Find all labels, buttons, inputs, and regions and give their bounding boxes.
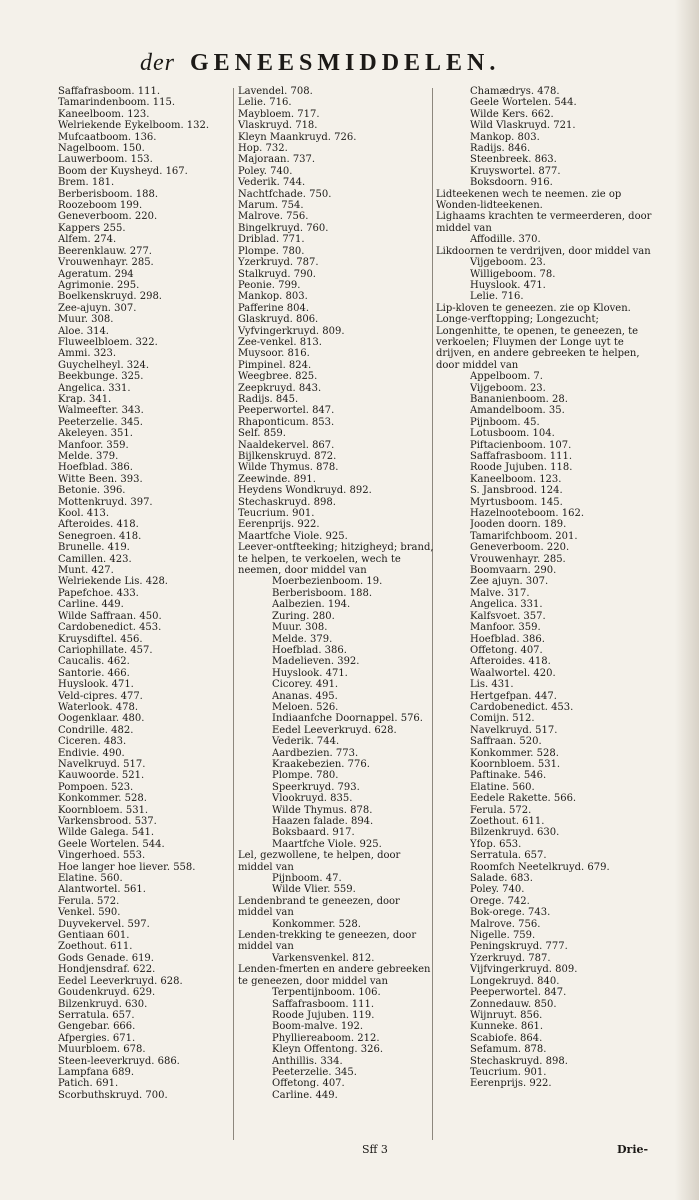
index-entry: Zee-ajuyn. 307. <box>58 302 137 314</box>
index-entry: Welriekende Eykelboom. 132. <box>58 120 210 132</box>
index-subentry: Yfop. 653. <box>470 838 522 850</box>
index-entry: Welriekende Lis. 428. <box>58 576 168 588</box>
index-subentry: Vederik. 744. <box>272 736 340 748</box>
index-subentry: Eedel Leeverkruyd. 628. <box>272 724 397 736</box>
signature-mark: Sff 3 <box>362 1143 388 1156</box>
index-entry: Witte Been. 393. <box>58 473 143 485</box>
index-subentry: Konkommer. 528. <box>470 747 559 759</box>
index-column-2 <box>238 86 436 1101</box>
index-entry: Eedel Leeverkruyd. 628. <box>58 975 183 987</box>
index-subentry: Chamædrys. 478. <box>470 86 560 97</box>
index-entry: Navelkruyd. 517. <box>58 758 146 770</box>
index-entry: Guychelheyl. 324. <box>58 359 150 371</box>
index-subentry: Bok-orege. 743. <box>470 907 551 919</box>
index-subentry: Wijnruyt. 856. <box>470 1009 543 1021</box>
index-entry: Duyvekervel. 597. <box>58 918 150 930</box>
index-subentry: Scabiofe. 864. <box>470 1032 543 1044</box>
index-entry: Poley. 740. <box>238 165 293 177</box>
index-subentry: Lelie. 716. <box>470 291 524 303</box>
index-subentry: Malrove. 756. <box>470 918 541 930</box>
index-subentry: Appelboom. 7. <box>470 371 543 383</box>
index-entry: Lauwerboom. 153. <box>58 154 153 166</box>
index-subentry: Myrtusboom. 145. <box>470 496 563 508</box>
index-heading: Lenden-fmerten en andere gebreeken te geneezen, door middel van <box>238 964 431 987</box>
index-entry: Kool. 413. <box>58 508 110 520</box>
index-subentry: Teucrium. 901. <box>470 1066 547 1078</box>
index-entry: Gods Genade. 619. <box>58 952 154 964</box>
index-entry: Angelica. 331. <box>58 382 131 394</box>
index-entry: Ferula. 572. <box>58 895 120 907</box>
index-entry: Weegbree. 825. <box>238 371 318 383</box>
index-entry: Nagelboom. 150. <box>58 143 145 155</box>
index-subentry: Vijgeboom. 23. <box>470 382 546 394</box>
index-subentry: Terpentijnboom. 106. <box>272 987 381 999</box>
index-subentry: Lis. 431. <box>470 679 514 691</box>
index-subentry: Huyslook. 471. <box>470 279 546 291</box>
index-subentry: Jooden doorn. 189. <box>470 519 567 531</box>
index-entry: Kappers 255. <box>58 222 126 234</box>
index-entry: Bingelkruyd. 760. <box>238 222 329 234</box>
index-subentry: Boomvaarn. 290. <box>470 565 557 577</box>
index-entry: Walmeefter. 343. <box>58 405 144 417</box>
index-entry: Wilde Thymus. 878. <box>238 462 339 474</box>
index-subentry: Stechaskruyd. 898. <box>470 1055 568 1067</box>
index-subentry: Geele Wortelen. 544. <box>470 97 577 109</box>
index-subentry: Piftacienboom. 107. <box>470 439 572 451</box>
page-footer <box>0 1143 699 1173</box>
index-subentry: Nigelle. 759. <box>470 930 536 942</box>
index-subentry: Varkensvenkel. 812. <box>272 952 375 964</box>
index-entry: Betonie. 396. <box>58 485 126 497</box>
index-subentry: Zee ajuyn. 307. <box>470 576 549 588</box>
index-subentry: Salade. 683. <box>470 873 533 885</box>
index-entry: Hoefblad. 386. <box>58 462 133 474</box>
index-subentry: Saffafrasboom. 111. <box>470 451 573 462</box>
index-entry: Ciceren. 483. <box>58 736 127 748</box>
index-entry: Marum. 754. <box>238 200 304 212</box>
index-subentry: Huyslook. 471. <box>272 667 348 679</box>
index-subentry: Lotusboom. 104. <box>470 428 555 440</box>
index-entry: Akeleyen. 351. <box>58 428 133 440</box>
index-subentry: Mankop. 803. <box>470 131 540 143</box>
index-entry: Radijs. 845. <box>238 393 299 405</box>
page-edge <box>675 0 699 1200</box>
index-entry: Self. 859. <box>238 428 286 440</box>
index-entry: Aloe. 314. <box>58 325 109 337</box>
index-entry: Kauwoorde. 521. <box>58 770 145 782</box>
index-subentry: Longekruyd. 840. <box>470 975 560 987</box>
index-entry: Brunelle. 419. <box>58 542 130 554</box>
index-entry: Vrouwenhayr. 285. <box>58 257 154 269</box>
index-entry: Santorie. 466. <box>58 667 130 679</box>
index-entry: Stechaskruyd. 898. <box>238 496 336 508</box>
index-subentry: Wilde Vlier. 559. <box>272 884 356 896</box>
index-subentry: Roomfch Neetelkruyd. 679. <box>470 861 610 873</box>
index-entry: Lampfana 689. <box>58 1066 134 1078</box>
index-entry: Gentiaan 601. <box>58 930 130 942</box>
index-subentry: Zoethout. 611. <box>470 816 545 827</box>
index-heading: Lel, gezwollene, te helpen, door middel van <box>238 850 401 873</box>
index-entry: Oogenklaar. 480. <box>58 713 145 725</box>
index-heading: Likdoornen te verdrijven, door middel van <box>436 245 651 257</box>
index-entry: Scorbuthskruyd. 700. <box>58 1089 168 1101</box>
index-entry: Wilde Galega. 541. <box>58 827 155 839</box>
index-entry: Heydens Wondkruyd. 892. <box>238 485 372 497</box>
index-entry: Geele Wortelen. 544. <box>58 838 165 850</box>
index-subentry: Haazen falade. 894. <box>272 816 374 827</box>
index-subentry: Muur. 308. <box>272 622 328 634</box>
index-entry: Munt. 427. <box>58 565 114 577</box>
index-heading: Leever-ontfteeking; hitzigheyd; brand, te helpen, te verkoelen, wech te neemen, door middel van <box>238 542 434 577</box>
index-entry: Tamarindenboom. 115. <box>58 97 176 109</box>
index-entry: Pimpinel. 824. <box>238 359 312 371</box>
index-entry: Plompe. 780. <box>238 245 305 257</box>
index-heading: Lidteekenen wech te neemen. zie op Wonden-lidteekenen. <box>436 188 622 212</box>
index-subentry: Boksbaard. 917. <box>272 827 355 839</box>
index-entry: Goudenkruyd. 629. <box>58 987 156 999</box>
index-subentry: Speerkruyd. 793. <box>272 781 360 793</box>
index-entry: Mufcaatboom. 136. <box>58 131 157 143</box>
index-subentry: Kruyswortel. 877. <box>470 165 561 177</box>
index-entry: Fluweelbloem. 322. <box>58 336 158 348</box>
index-entry: Peeperwortel. 847. <box>238 405 335 417</box>
index-entry: Vlaskruyd. 718. <box>238 120 318 132</box>
index-entry: Zoethout. 611. <box>58 941 133 953</box>
index-entry: Pompoen. 523. <box>58 781 134 793</box>
index-subentry: Aalbezien. 194. <box>272 599 351 611</box>
index-subentry: Kraakebezien. 776. <box>272 758 370 770</box>
index-heading: Lendenbrand te geneezen, door middel van <box>238 895 400 919</box>
index-subentry: Vijgeboom. 23. <box>470 257 546 269</box>
catchword: Drie- <box>617 1143 649 1156</box>
index-entry: Naaldekervel. 867. <box>238 439 335 451</box>
index-subentry: Eedele Rakette. 566. <box>470 793 577 805</box>
index-entry: Hondjensdraf. 622. <box>58 964 156 976</box>
index-column-1 <box>58 86 244 1101</box>
index-entry: Pafferine 804. <box>238 302 310 314</box>
index-subentry: Orege. 742. <box>470 895 530 907</box>
index-entry: Peonie. 799. <box>238 279 301 291</box>
index-subentry: Kunneke. 861. <box>470 1021 544 1033</box>
index-entry: Cariophillate. 457. <box>58 644 153 656</box>
index-entry: Zeepkruyd. 843. <box>238 382 322 394</box>
index-subentry: Madelieven. 392. <box>272 656 360 668</box>
index-entry: Senegroen. 418. <box>58 530 142 542</box>
index-entry: Muurbloem. 678. <box>58 1044 146 1056</box>
index-subentry: Sefamum. 878. <box>470 1044 547 1056</box>
index-entry: Patich. 691. <box>58 1078 119 1090</box>
index-subentry: Indiaanfche Doornappel. 576. <box>272 713 423 725</box>
index-subentry: Zonnedauw. 850. <box>470 998 557 1010</box>
index-subentry: Bilzenkruyd. 630. <box>470 827 560 839</box>
index-subentry: Offetong. 407. <box>470 644 543 656</box>
index-subentry: Kalfsvoet. 357. <box>470 610 546 622</box>
index-entry: Eerenprijs. 922. <box>238 519 320 531</box>
index-subentry: Manfoor. 359. <box>470 622 541 634</box>
index-subentry: Roode Jujuben. 119. <box>272 1009 375 1021</box>
index-entry: Wilde Saffraan. 450. <box>58 610 162 622</box>
index-entry: Stalkruyd. 790. <box>238 268 316 280</box>
index-subentry: Saffafrasboom. 111. <box>272 998 375 1010</box>
index-entry: Agrimonie. 295. <box>58 279 140 291</box>
index-subentry: Peeperwortel. 847. <box>470 987 567 999</box>
index-subentry: Pijnboom. 45. <box>470 416 540 428</box>
index-subentry: Berberisboom. 188. <box>272 587 373 599</box>
index-entry: Varkensbrood. 537. <box>58 816 157 827</box>
index-entry: Papefchoe. 433. <box>58 587 139 599</box>
index-subentry: S. Jansbrood. 124. <box>470 485 563 497</box>
index-entry: Boom der Kuysheyd. 167. <box>58 165 188 177</box>
index-entry: Teucrium. 901. <box>238 508 315 520</box>
index-entry: Venkel. 590. <box>58 907 121 919</box>
index-entry: Malrove. 756. <box>238 211 309 223</box>
index-entry: Saffafrasboom. 111. <box>58 86 161 97</box>
index-entry: Alfem. 274. <box>58 234 117 246</box>
index-entry: Lelie. 716. <box>238 97 292 109</box>
index-subentry: Maartfche Viole. 925. <box>272 838 382 850</box>
index-subentry: Anthillis. 334. <box>272 1055 343 1067</box>
index-subentry: Yzerkruyd. 787. <box>470 952 551 964</box>
index-subentry: Wild Vlaskruyd. 721. <box>470 120 576 132</box>
index-subentry: Koornbloem. 531. <box>470 758 561 770</box>
index-entry: Peeterzelie. 345. <box>58 416 143 428</box>
index-entry: Endivie. 490. <box>58 747 125 759</box>
index-entry: Afpergies. 671. <box>58 1032 136 1044</box>
index-subentry: Eerenprijs. 922. <box>470 1078 552 1090</box>
index-entry: Bijlkenskruyd. 872. <box>238 451 337 462</box>
index-entry: Glaskruyd. 806. <box>238 314 319 326</box>
index-entry: Ageratum. 294 <box>58 268 134 280</box>
index-subentry: Bananienboom. 28. <box>470 393 568 405</box>
index-subentry: Plompe. 780. <box>272 770 339 782</box>
index-entry: Yzerkruyd. 787. <box>238 257 319 269</box>
index-entry: Waterlook. 478. <box>58 701 139 713</box>
index-entry: Zeewinde. 891. <box>238 473 316 485</box>
index-subentry: Cardobenedict. 453. <box>470 701 574 713</box>
index-subentry: Wilde Kers. 662. <box>470 108 554 120</box>
index-entry: Carline. 449. <box>58 599 124 611</box>
index-entry: Boelkenskruyd. 298. <box>58 291 162 303</box>
index-subentry: Malve. 317. <box>470 587 530 599</box>
index-entry: Muur. 308. <box>58 314 114 326</box>
index-subentry: Meloen. 526. <box>272 701 339 713</box>
index-entry: Steen-leeverkruyd. 686. <box>58 1055 180 1067</box>
index-entry: Geneverboom. 220. <box>58 211 158 223</box>
index-entry: Hop. 732. <box>238 143 288 155</box>
index-entry: Veld-cipres. 477. <box>58 690 143 702</box>
index-subentry: Hertgefpan. 447. <box>470 690 557 702</box>
index-subentry: Aardbezien. 773. <box>272 747 359 759</box>
index-subentry: Ananas. 495. <box>272 690 338 702</box>
index-subentry: Waalwortel. 420. <box>470 667 556 679</box>
page-header <box>140 50 560 90</box>
index-subentry: Roode Jujuben. 118. <box>470 462 573 474</box>
index-subentry: Pijnboom. 47. <box>272 873 342 885</box>
index-entry: Kaneelboom. 123. <box>58 108 150 120</box>
index-entry: Gengebar. 666. <box>58 1021 136 1033</box>
index-entry: Elatine. 560. <box>58 873 123 885</box>
index-heading: Lip-kloven te geneezen. zie op Kloven. <box>436 302 631 314</box>
index-entry: Kruysdiftel. 456. <box>58 633 143 645</box>
index-entry: Vingerhoed. 553. <box>58 850 146 862</box>
index-entry: Roozeboom 199. <box>58 200 143 212</box>
index-entry: Konkommer. 528. <box>58 793 147 805</box>
index-entry: Alantwortel. 561. <box>58 884 146 896</box>
index-entry: Brem. 181. <box>58 177 115 189</box>
index-entry: Beerenklauw. 277. <box>58 245 152 257</box>
index-subentry: Paftinake. 546. <box>470 770 547 782</box>
index-entry: Hoe langer hoe liever. 558. <box>58 861 196 873</box>
index-subentry: Zuring. 280. <box>272 610 335 622</box>
index-entry: Camillen. 423. <box>58 553 132 565</box>
index-subentry: Phylliereaboom. 212. <box>272 1032 380 1044</box>
index-entry: Bilzenkruyd. 630. <box>58 998 148 1010</box>
index-entry: Melde. 379. <box>58 451 119 462</box>
index-subentry: Kaneelboom. 123. <box>470 473 562 485</box>
index-entry: Serratula. 657. <box>58 1009 135 1021</box>
index-subentry: Boksdoorn. 916. <box>470 177 553 189</box>
index-subentry: Saffraan. 520. <box>470 736 542 748</box>
index-subentry: Konkommer. 528. <box>272 918 361 930</box>
index-subentry: Vlookruyd. 835. <box>272 793 353 805</box>
index-subentry: Elatine. 560. <box>470 781 535 793</box>
index-subentry: Kleyn Offentong. 326. <box>272 1044 384 1056</box>
index-subentry: Affodille. 370. <box>470 234 541 246</box>
index-entry: Koornbloem. 531. <box>58 804 149 816</box>
index-subentry: Geneverboom. 220. <box>470 542 570 554</box>
index-entry: Maartfche Viole. 925. <box>238 530 348 542</box>
index-entry: Kleyn Maankruyd. 726. <box>238 131 357 143</box>
index-subentry: Vijfvingerkruyd. 809. <box>470 964 578 976</box>
index-subentry: Hoefblad. 386. <box>272 644 347 656</box>
index-heading: Lenden-trekking te geneezen, door middel van <box>238 930 417 953</box>
index-subentry: Hazelnooteboom. 162. <box>470 508 585 520</box>
index-heading: Longe-verftopping; Longezucht; Longenhitte, te openen, te geneezen, te verkoelen; Fluymen der Longe uyt te drijven, en andere gebreeken te helpen, door middel van <box>436 314 640 371</box>
index-subentry: Poley. 740. <box>470 884 525 896</box>
index-entry: Cardobenedict. 453. <box>58 622 162 634</box>
index-entry: Maybloem. 717. <box>238 108 320 120</box>
index-entry: Vederik. 744. <box>238 177 306 189</box>
index-subentry: Boom-malve. 192. <box>272 1021 364 1033</box>
index-entry: Majoraan. 737. <box>238 154 316 166</box>
index-subentry: Steenbreek. 863. <box>470 154 557 166</box>
index-subentry: Tamarifchboom. 201. <box>470 530 578 542</box>
index-subentry: Hoefblad. 386. <box>470 633 545 645</box>
index-entry: Ammi. 323. <box>58 348 117 360</box>
index-entry: Beekbunge. 325. <box>58 371 144 383</box>
index-subentry: Radijs. 846. <box>470 143 531 155</box>
index-subentry: Cicorey. 491. <box>272 679 339 691</box>
index-entry: Krap. 341. <box>58 393 112 405</box>
index-subentry: Wilde Thymus. 878. <box>272 804 373 816</box>
header-title: GENEESMIDDELEN. <box>190 50 501 76</box>
index-entry: Muysoor. 816. <box>238 348 310 360</box>
index-entry: Zee-venkel. 813. <box>238 336 322 348</box>
index-entry: Condrille. 482. <box>58 724 134 736</box>
index-subentry: Carline. 449. <box>272 1089 338 1101</box>
index-subentry: Serratula. 657. <box>470 850 547 862</box>
index-subentry: Offetong. 407. <box>272 1078 345 1090</box>
index-subentry: Comijn. 512. <box>470 713 535 725</box>
index-entry: Afteroides. 418. <box>58 519 139 531</box>
index-entry: Rhaponticum. 853. <box>238 416 335 428</box>
index-entry: Caucalis. 462. <box>58 656 130 668</box>
index-entry: Manfoor. 359. <box>58 439 129 451</box>
index-subentry: Angelica. 331. <box>470 599 543 611</box>
index-heading: Lighaams krachten te vermeerderen, door middel van <box>436 211 652 234</box>
index-subentry: Peningskruyd. 777. <box>470 941 568 953</box>
index-subentry: Vrouwenhayr. 285. <box>470 553 566 565</box>
index-subentry: Moerbezienboom. 19. <box>272 576 383 588</box>
index-subentry: Amandelboom. 35. <box>470 405 565 417</box>
index-subentry: Melde. 379. <box>272 633 333 645</box>
header-prefix: der <box>140 50 175 76</box>
index-entry: Huyslook. 471. <box>58 679 134 691</box>
index-entry: Mottenkruyd. 397. <box>58 496 153 508</box>
index-subentry: Ferula. 572. <box>470 804 532 816</box>
index-subentry: Willigeboom. 78. <box>470 268 556 280</box>
index-entry: Berberisboom. 188. <box>58 188 159 200</box>
index-entry: Vyfvingerkruyd. 809. <box>238 325 345 337</box>
index-entry: Driblad. 771. <box>238 234 305 246</box>
index-entry: Lavendel. 708. <box>238 86 313 97</box>
index-entry: Nachtfchade. 750. <box>238 188 332 200</box>
index-column-3 <box>436 86 654 1090</box>
index-subentry: Peeterzelie. 345. <box>272 1066 357 1078</box>
index-subentry: Afteroides. 418. <box>470 656 551 668</box>
index-subentry: Navelkruyd. 517. <box>470 724 558 736</box>
index-entry: Mankop. 803. <box>238 291 308 303</box>
